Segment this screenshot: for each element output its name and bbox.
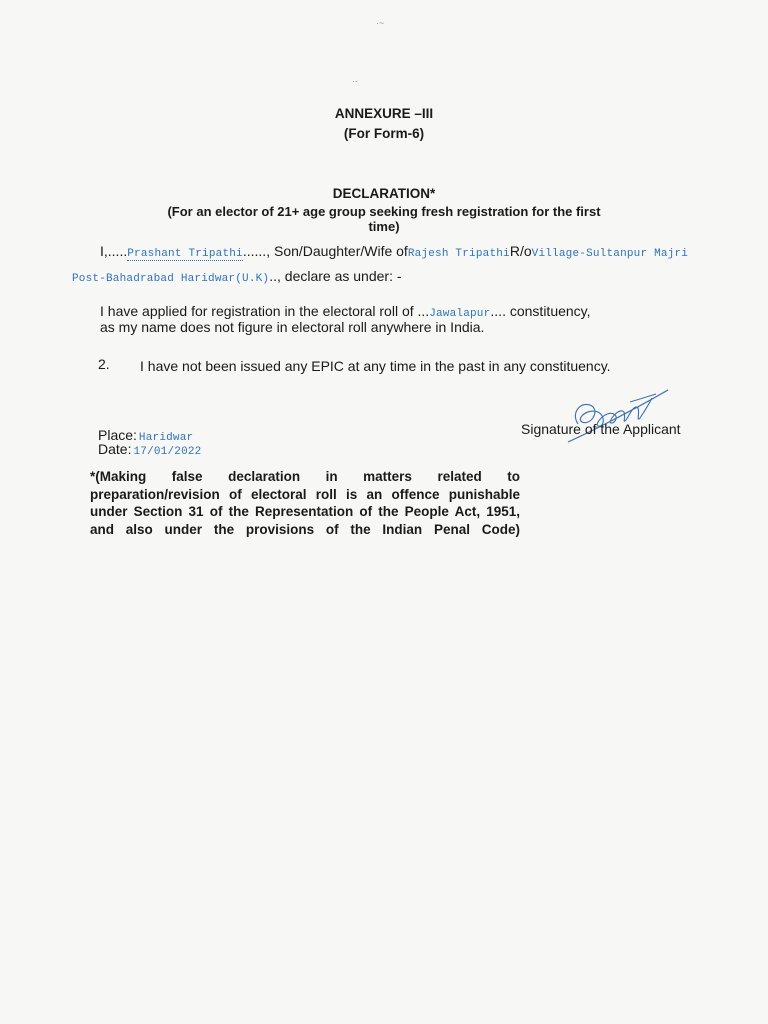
address-line1: Village-Sultanpur Majri <box>531 248 689 260</box>
registration-prefix: I have applied for registration in the electoral roll of ... <box>100 303 430 319</box>
place-label: Place: <box>98 427 137 443</box>
address-line2: Post-Bahadrabad Haridwar(U.K) <box>72 273 270 285</box>
epic-statement: I have not been issued any EPIC at any time in the past in any constituency. <box>140 358 611 374</box>
item-number: 2. <box>98 356 110 372</box>
residence-label: R/o <box>509 243 532 259</box>
annexure-subtitle: (For Form-6) <box>343 126 425 141</box>
declarant-prefix: I,..... <box>100 243 128 259</box>
declaration-subheading-line1: (For an elector of 21+ age group seeking fresh registration for the first <box>167 204 601 219</box>
registration-line <box>100 303 591 320</box>
handwritten-signature <box>560 382 680 452</box>
registration-line2: as my name does not figure in electoral roll anywhere in India. <box>100 319 485 335</box>
date-value: 17/01/2022 <box>133 446 202 458</box>
annexure-title: ANNEXURE –III <box>334 106 434 121</box>
relation-label: ......, Son/Daughter/Wife of <box>242 243 408 259</box>
place-value: Haridwar <box>138 432 194 444</box>
declare-suffix: .., declare as under: - <box>269 268 402 284</box>
registration-suffix: .... constituency, <box>490 303 591 319</box>
relative-name: Rajesh Tripathi <box>407 248 510 260</box>
scan-speck: ·~ <box>376 18 385 28</box>
scan-speck: ·- <box>352 76 358 86</box>
date-label: Date: <box>98 441 132 457</box>
declaration-heading: DECLARATION* <box>332 186 436 201</box>
applicant-name: Prashant Tripathi <box>127 248 243 260</box>
signature-label: Signature of the Applicant <box>521 421 681 437</box>
declarant-line <box>100 243 688 260</box>
false-declaration-note: *(Making false declaration in matters related to preparation/revision of electoral roll is an offence punishable under Section 31 of the Representation of the People Act, 1951, and also under the provisions of the Indian Penal Code) <box>90 469 520 537</box>
constituency-name: Jawalapur <box>429 308 491 320</box>
declaration-subheading-line2: time) <box>368 219 400 234</box>
date-row <box>98 441 201 458</box>
declarant-line2 <box>72 268 402 285</box>
